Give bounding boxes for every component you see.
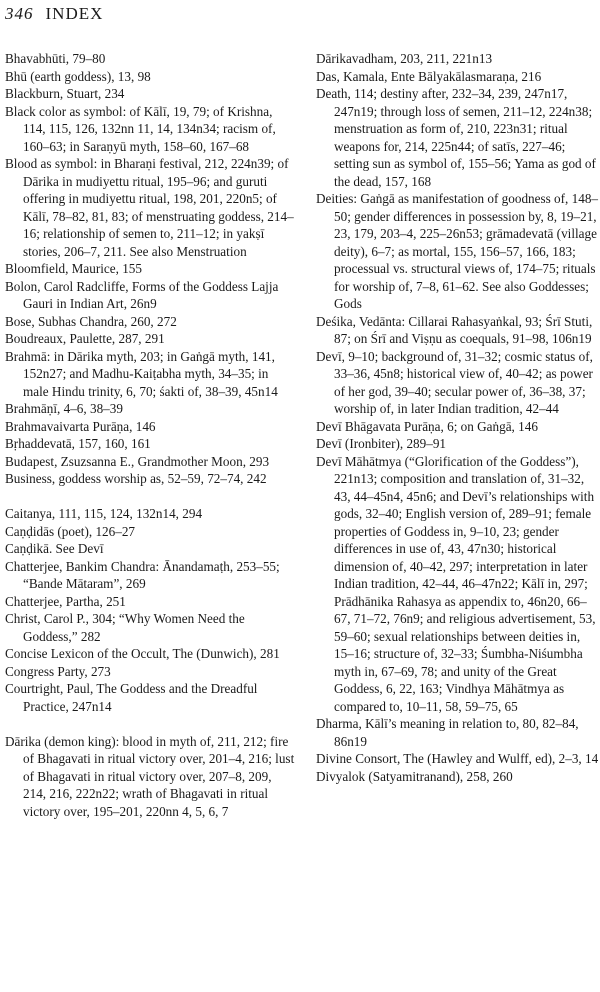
index-entry: Brahmā: in Dārika myth, 203; in Gaṅgā myth, 141, 152n27; and Madhu-Kaiṭabha myth, 34–35; in male Hindu trinity, 6, 70; śakti of, 38–39, 45n14 (5, 348, 278, 399)
index-entry: Blood as symbol: in Bharaṇi festival, 212, 224n39; of Dārika in mudiyettu ritual, 195–96; and guruti offering in mudiyettu ritual, 198, 201, 220n5; of Kālī, 78–82, 81, 83; of menstruating goddess, 214–16; relationship of semen to, 211–12; in yakṣī stories, 206–7, 211. See also Menstruation (5, 156, 294, 259)
index-entry: Black color as symbol: of Kālī, 19, 79; of Krishna, 114, 115, 126, 132nn 11, 14, 134n34; racism of, 160–63; in Saraṇyū myth, 158–60, 167–68 (5, 103, 276, 154)
index-entry: Chatterjee, Partha, 251 (5, 593, 126, 609)
index-entry: Brahmavaivarta Purāṇa, 146 (5, 418, 156, 434)
index-entry: Deities: Gaṅgā as manifestation of goodness of, 148–50; gender differences in possession by, 8, 19–21, 23, 179, 203–4, 225–26n53; grāmadevatā (village deity), 6–7; as mortal, 155, 156–57, 166, 183; processual vs. structural views of, 174–75; rituals for worship of, 7–8, 61–62. See also Goddesses; Gods (316, 191, 599, 311)
index-entry: Death, 114; destiny after, 232–34, 239, 247n17, 247n19; through loss of semen, 211–12, 224n38; menstruation as form of, 210, 223n31; ritual weapons for, 214, 225n44; of satīs, 227–46; setting sun as symbol of, 155–56; Yama as god of the dead, 157, 168 (316, 86, 596, 189)
index-entry: Caṇḍidās (poet), 126–27 (5, 523, 136, 539)
index-entry: Das, Kamala, Ente Bālyakālasmaraṇa, 216 (316, 68, 542, 84)
index-entry: Caitanya, 111, 115, 124, 132n14, 294 (5, 506, 203, 521)
index-entry: Devī Māhātmya (“Glorification of the Goddess”), 221n13; composition and translation of, 31–32, 43, 44–45n4, 45n6; and Devī’s relationships with gods, 32–40; English version of, 289–91; female properties of Goddess in, 9–10, 23; gender differences in use of, 43, 47n30; historical dimension of, 40–42, 297; interpretation in later Indian tradition, 42–44, 46–47n22; Kālī in, 297; Prādhānika Rahasya as appendix to, 46n20, 66–67, 71–72, 76n9; and religious advertisement, 53, 59–60; sexual relationships between deities in, 15–16; structure of, 32–33; Śumbha-Niśumbha myth in, 67–69, 78; and unity of the Great Goddess, 6, 22, 163; Vindhya Māhātmya as compared to, 10–11, 58, 59–75, 65 (316, 453, 596, 714)
index-entry: Bṛhaddevatā, 157, 160, 161 (5, 436, 151, 451)
index-entry: Chatterjee, Bankim Chandra: Ānandamaṭh, 253–55; “Bande Mātaram”, 269 (5, 558, 280, 591)
index-entry: Bhavabhūti, 79–80 (5, 51, 106, 66)
index-entry: Courtright, Paul, The Goddess and the Dreadful Practice, 247n14 (5, 681, 258, 714)
index-entry: Bloomfield, Maurice, 155 (5, 261, 142, 276)
index-entry: Concise Lexicon of the Occult, The (Dunwich), 281 (5, 646, 280, 661)
index-entry: Bose, Subhas Chandra, 260, 272 (5, 313, 177, 329)
index-entry: Blackburn, Stuart, 234 (5, 86, 125, 101)
index-entry: Devī (Ironbiter), 289–91 (316, 436, 447, 451)
index-entry: Business, goddess worship as, 52–59, 72–74, 242 (5, 471, 267, 486)
index-entry: Devī Bhāgavata Purāṇa, 6; on Gaṅgā, 146 (316, 418, 538, 434)
page-number: 346 (5, 4, 34, 23)
index-entry: Christ, Carol P., 304; “Why Women Need the Goddess,” 282 (5, 611, 245, 644)
index-entry: Dārika (demon king): blood in myth of, 211, 212; fire of Bhagavati in ritual victory over, 201–4, 216; lust of Bhagavati in ritual victory over, 207–8, 209, 214, 216, 222n22; wrath of Bhagavati in ritual victory over, 195–201, 220nn 4, 5, 6, 7 (5, 733, 295, 819)
index-letter-gap (5, 488, 297, 506)
index-entry: Boudreaux, Paulette, 287, 291 (5, 331, 165, 346)
index-entry: Divyalok (Satyamitranand), 258, 260 (316, 768, 513, 784)
index-entry: Congress Party, 273 (5, 663, 111, 679)
index-entry: Deśika, Vedānta: Cillarai Rahasyaṅkal, 93; Śrī Stuti, 87; on Śrī and Viṣṇu as coequals, 91–98, 106n19 (316, 313, 593, 346)
page-title: INDEX (45, 4, 104, 23)
index-entry: Dharma, Kālī’s meaning in relation to, 80, 82–84, 86n19 (316, 716, 579, 749)
index-entry: Dārikavadham, 203, 211, 221n13 (316, 51, 493, 66)
index-entry: Bhū (earth goddess), 13, 98 (5, 68, 151, 84)
index-entry: Devī, 9–10; background of, 31–32; cosmic status of, 33–36, 45n8; historical view of, 40–42; as power of her god, 39–40; secular power of, 36–38, 37; worship of, in later Indian tradition, 42–44 (316, 348, 593, 416)
index-entry: Budapest, Zsuzsanna E., Grandmother Moon, 293 (5, 453, 270, 469)
index-column-right (316, 50, 600, 785)
index-entry: Bolon, Carol Radcliffe, Forms of the Goddess Lajja Gauri in Indian Art, 26n9 (5, 278, 279, 311)
index-entry: Divine Consort, The (Hawley and Wulff, ed), 2–3, 14 (316, 751, 599, 766)
index-entry: Brahmāṇī, 4–6, 38–39 (5, 401, 123, 416)
index-column-left (5, 50, 297, 820)
index-entry: Caṇḍikā. See Devī (5, 541, 104, 556)
page-header (5, 4, 103, 24)
index-letter-gap (5, 715, 297, 733)
